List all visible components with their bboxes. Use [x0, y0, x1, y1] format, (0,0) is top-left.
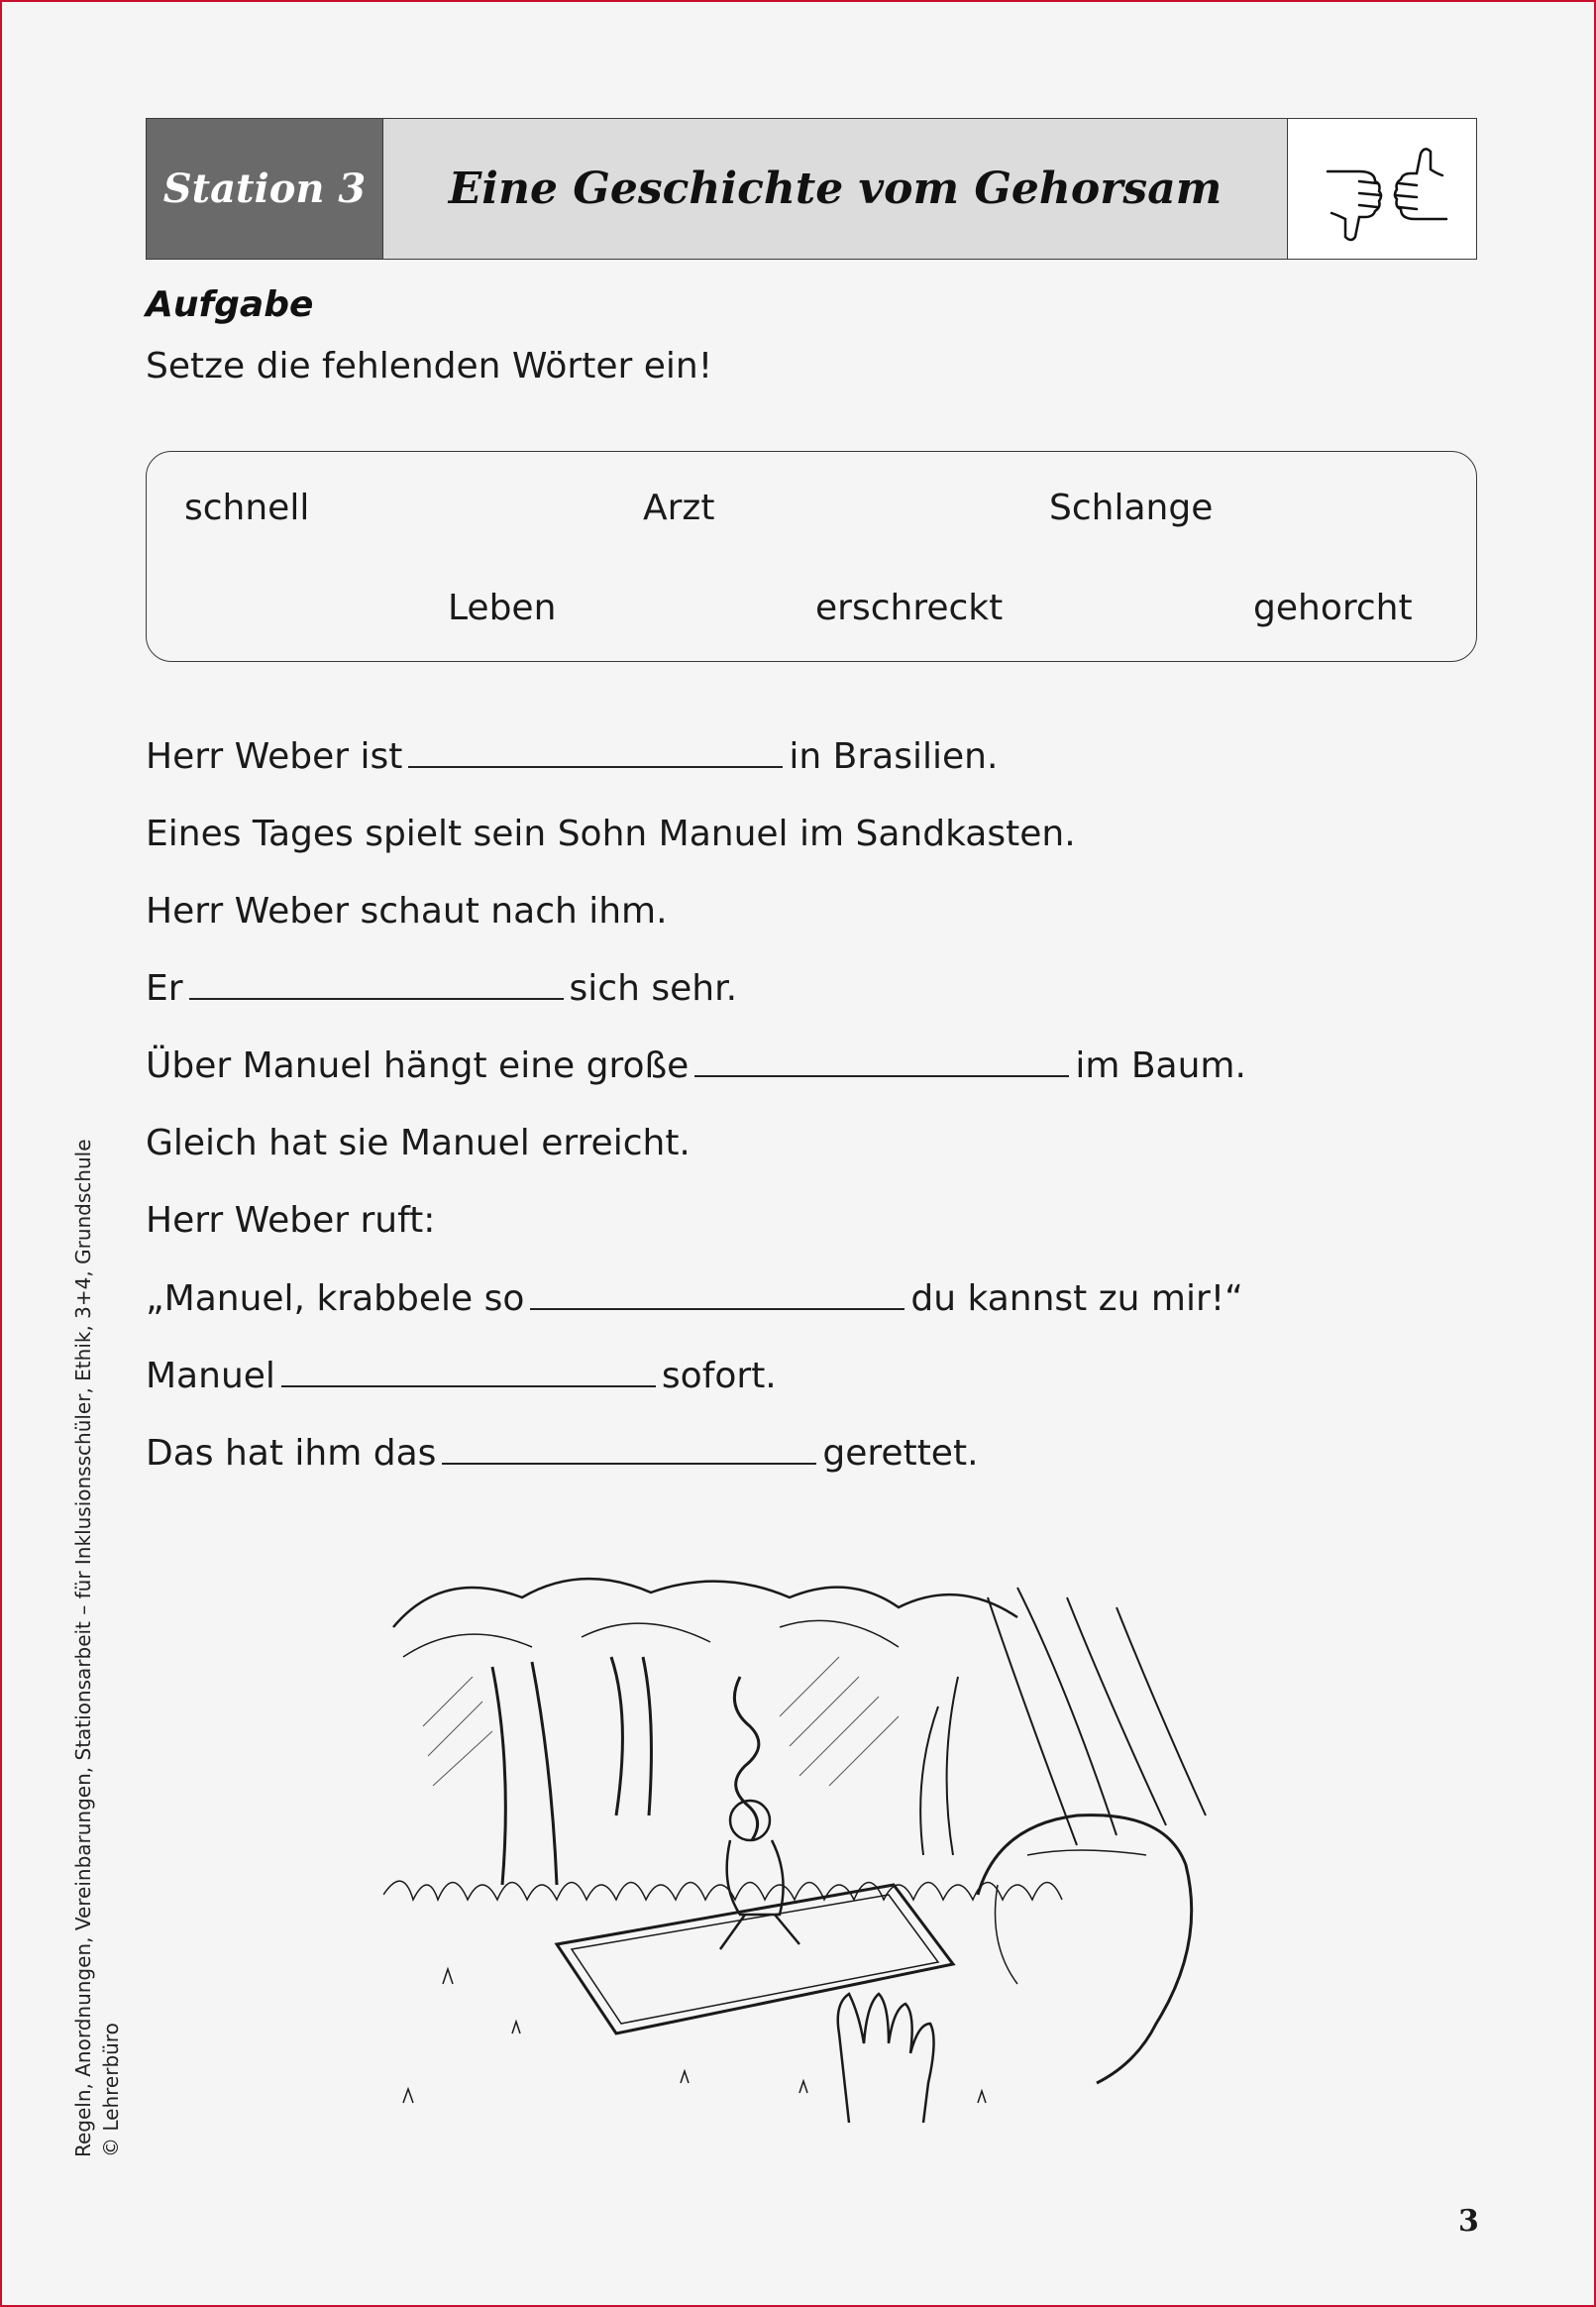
thumbs-icons [1288, 119, 1476, 259]
story-line: Er sich sehr. [146, 968, 738, 1009]
blank-field[interactable] [408, 740, 783, 768]
word-bank-item: Leben [448, 588, 557, 628]
page-number: 3 [1458, 2204, 1479, 2239]
blank-field[interactable] [694, 1049, 1069, 1077]
header-bar [146, 118, 1477, 260]
page-title: Eine Geschichte vom Gehorsam [383, 119, 1288, 259]
story-line: Herr Weber schaut nach ihm. [146, 891, 668, 932]
word-bank-item: Schlange [1049, 488, 1214, 528]
story-line: Eines Tages spielt sein Sohn Manuel im Sandkasten. [146, 814, 1076, 854]
blank-field[interactable] [189, 972, 564, 1000]
story-line: Über Manuel hängt eine große im Baum. [146, 1045, 1246, 1086]
story-line: „Manuel, krabbele so du kannst zu mir!“ [146, 1278, 1243, 1319]
story-line: Herr Weber ist in Brasilien. [146, 736, 999, 777]
thumbs-down-icon [1328, 171, 1381, 240]
blank-field[interactable] [442, 1437, 816, 1465]
story-line: Herr Weber ruft: [146, 1200, 436, 1241]
thumbs-up-icon [1395, 149, 1446, 219]
word-bank-item: erschreckt [815, 588, 1004, 628]
story-line: Manuel sofort. [146, 1356, 777, 1396]
word-bank-item: Arzt [643, 488, 715, 528]
story-line: Das hat ihm das gerettet. [146, 1433, 979, 1474]
copyright-sidebar: Regeln, Anordnungen, Vereinbarungen, Stationsarbeit – für Inklusionsschüler, Ethik, 3+4, Grundschule © Lehrerbüro [71, 1139, 123, 2157]
blank-field[interactable] [530, 1282, 904, 1310]
word-bank [146, 451, 1477, 662]
word-bank-item: gehorcht [1253, 588, 1413, 628]
task-heading: Aufgabe [146, 284, 314, 325]
blank-field[interactable] [281, 1360, 656, 1387]
story-line: Gleich hat sie Manuel erreicht. [146, 1123, 691, 1163]
story-illustration [383, 1568, 1235, 2123]
station-label: Station 3 [147, 119, 383, 259]
word-bank-item: schnell [184, 488, 310, 528]
task-instruction: Setze die fehlenden Wörter ein! [146, 346, 713, 386]
